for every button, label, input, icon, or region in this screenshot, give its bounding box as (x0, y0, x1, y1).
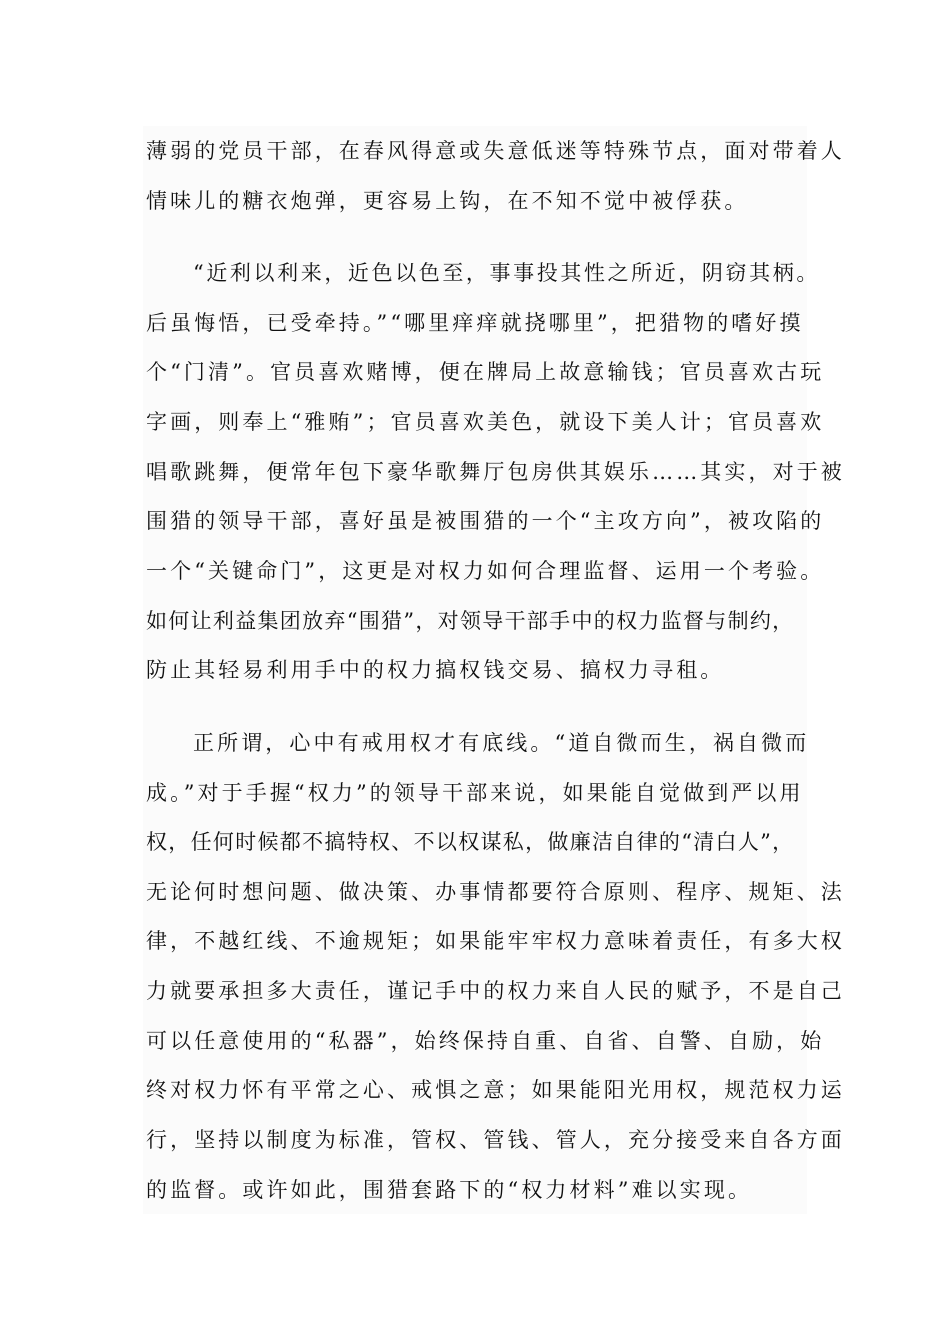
paragraph-2-line-1: “近利以利来，近色以色至，事事投其性之所近，阴窃其柄。 (193, 261, 820, 285)
paragraph-1-line-2: 情味儿的糖衣炮弹，更容易上钩，在不知不觉中被俘获。 (146, 189, 749, 213)
paragraph-3-line-3: 权，任何时候都不搞特权、不以权谋私，做廉洁自律的“清白人”， (146, 830, 795, 854)
paragraph-3-line-10: 的监督。或许如此，围猎套路下的“权力材料”难以实现。 (146, 1178, 753, 1202)
paragraph-2-line-9: 防止其轻易利用手中的权力搞权钱交易、搞权力寻租。 (146, 658, 725, 682)
paragraph-3-line-5: 律，不越红线、不逾规矩；如果能牢牢权力意味着责任，有多大权 (146, 929, 845, 953)
paragraph-3-line-7: 可以任意使用的“私器”，始终保持自重、自省、自警、自励，始 (146, 1029, 825, 1053)
paragraph-3-line-9: 行，坚持以制度为标准，管权、管钱、管人，充分接受来自各方面 (146, 1128, 845, 1152)
paragraph-2-line-7: 一个“关键命门”，这更是对权力如何合理监督、运用一个考验。 (146, 559, 825, 583)
paragraph-2-line-3: 个“门清”。官员喜欢赌博，便在牌局上故意输钱；官员喜欢古玩 (146, 360, 825, 384)
paragraph-2-line-6: 围猎的领导干部，喜好虽是被围猎的一个“主攻方向”，被攻陷的 (146, 509, 825, 533)
paragraph-3-line-1: 正所谓，心中有戒用权才有底线。“道自微而生，祸自微而 (193, 731, 810, 755)
paragraph-2-line-2: 后虽悔悟，已受牵持。”“哪里痒痒就挠哪里”，把猎物的嗜好摸 (146, 311, 804, 335)
paragraph-2-line-4: 字画，则奉上“雅贿”；官员喜欢美色，就设下美人计；官员喜欢 (146, 410, 825, 434)
paragraph-3-line-2: 成。”对于手握“权力”的领导干部来说，如果能自觉做到严以用 (146, 781, 804, 805)
paragraph-1-line-1: 薄弱的党员干部，在春风得意或失意低迷等特殊节点，面对带着人 (146, 139, 845, 163)
paragraph-3-line-4: 无论何时想问题、做决策、办事情都要符合原则、程序、规矩、法 (146, 880, 845, 904)
paragraph-2-line-5: 唱歌跳舞，便常年包下豪华歌舞厅包房供其娱乐……其实，对于被 (146, 460, 845, 484)
paragraph-3-line-8: 终对权力怀有平常之心、戒惧之意；如果能阳光用权，规范权力运 (146, 1078, 845, 1102)
paragraph-2-line-8: 如何让利益集团放弃“围猎”，对领导干部手中的权力监督与制约， (146, 609, 795, 633)
paragraph-3-line-6: 力就要承担多大责任，谨记手中的权力来自人民的赋予，不是自己 (146, 979, 845, 1003)
